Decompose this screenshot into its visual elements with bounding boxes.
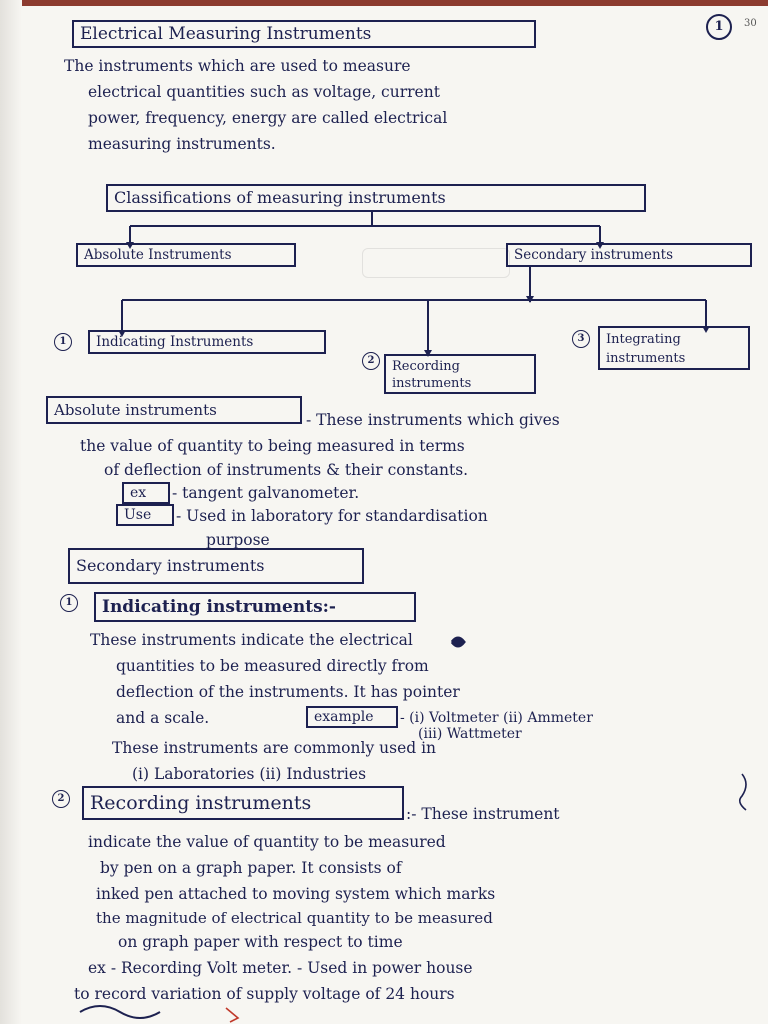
ex-tag: ex xyxy=(122,482,170,504)
indicating-line-1: These instruments indicate the electrical xyxy=(90,631,413,649)
use-text-continued: purpose xyxy=(206,531,270,549)
absolute-line-3: of deflection of instruments & their constants. xyxy=(104,461,469,479)
example-tag: example xyxy=(306,706,398,728)
use-tag: Use xyxy=(116,504,174,526)
recording-line-2: indicate the value of quantity to be measured xyxy=(88,833,446,851)
example-text: - (i) Voltmeter (ii) Ammeter xyxy=(400,710,593,726)
recording-line-6: on graph paper with respect to time xyxy=(118,933,403,951)
page-number: 1 xyxy=(706,14,732,40)
recording-line-1: :- These instrument xyxy=(406,805,560,823)
indicating-heading: Indicating instruments:- xyxy=(94,592,416,622)
corner-mark: 30 xyxy=(744,18,757,29)
ex-text: - tangent galvanometer. xyxy=(172,484,360,502)
indicating-line-4: and a scale. xyxy=(116,709,210,727)
recording-heading: Recording instruments xyxy=(82,786,404,820)
indicating-used-line-2: (i) Laboratories (ii) Industries xyxy=(132,765,367,783)
indicating-number: 1 xyxy=(60,594,78,612)
tree-child-2-label: Recording instruments xyxy=(392,359,472,391)
example-text-continued: (iii) Wattmeter xyxy=(418,726,522,742)
recording-line-8: to record variation of supply voltage of 24 hours xyxy=(74,985,455,1003)
tree-child-2-number: 2 xyxy=(362,352,380,370)
tree-child-3-number: 3 xyxy=(572,330,590,348)
use-text: - Used in laboratory for standardisation xyxy=(176,507,488,525)
indicating-line-2: quantities to be measured directly from xyxy=(116,657,429,675)
intro-line-4: measuring instruments. xyxy=(88,135,276,153)
tree-root-box: Classifications of measuring instruments xyxy=(106,184,646,212)
tree-child-3-label: Integrating instruments xyxy=(606,332,686,366)
indicating-line-3: deflection of the instruments. It has pointer xyxy=(116,683,460,701)
page-title: Electrical Measuring Instruments xyxy=(72,20,536,48)
tree-secondary-box: Secondary instruments xyxy=(506,243,752,267)
absolute-heading: Absolute instruments xyxy=(46,396,302,424)
tree-child-1-box: Indicating Instruments xyxy=(88,330,326,354)
intro-line-2: electrical quantities such as voltage, current xyxy=(88,83,440,101)
secondary-heading: Secondary instruments xyxy=(68,548,364,584)
indicating-used-line: These instruments are commonly used in xyxy=(112,739,437,757)
intro-line-1: The instruments which are used to measure xyxy=(64,57,411,75)
absolute-line-1: - These instruments which gives xyxy=(306,411,560,429)
tree-child-1-number: 1 xyxy=(54,333,72,351)
recording-line-5: the magnitude of electrical quantity to be measured xyxy=(96,909,493,927)
recording-line-7: ex - Recording Volt meter. - Used in power house xyxy=(88,959,473,977)
recording-number: 2 xyxy=(52,790,70,808)
recording-line-3: by pen on a graph paper. It consists of xyxy=(100,859,402,877)
absolute-line-2: the value of quantity to being measured in terms xyxy=(80,437,465,455)
intro-line-3: power, frequency, energy are called electrical xyxy=(88,109,448,127)
tree-absolute-box: Absolute Instruments xyxy=(76,243,296,267)
recording-line-4: inked pen attached to moving system which marks xyxy=(96,885,496,903)
